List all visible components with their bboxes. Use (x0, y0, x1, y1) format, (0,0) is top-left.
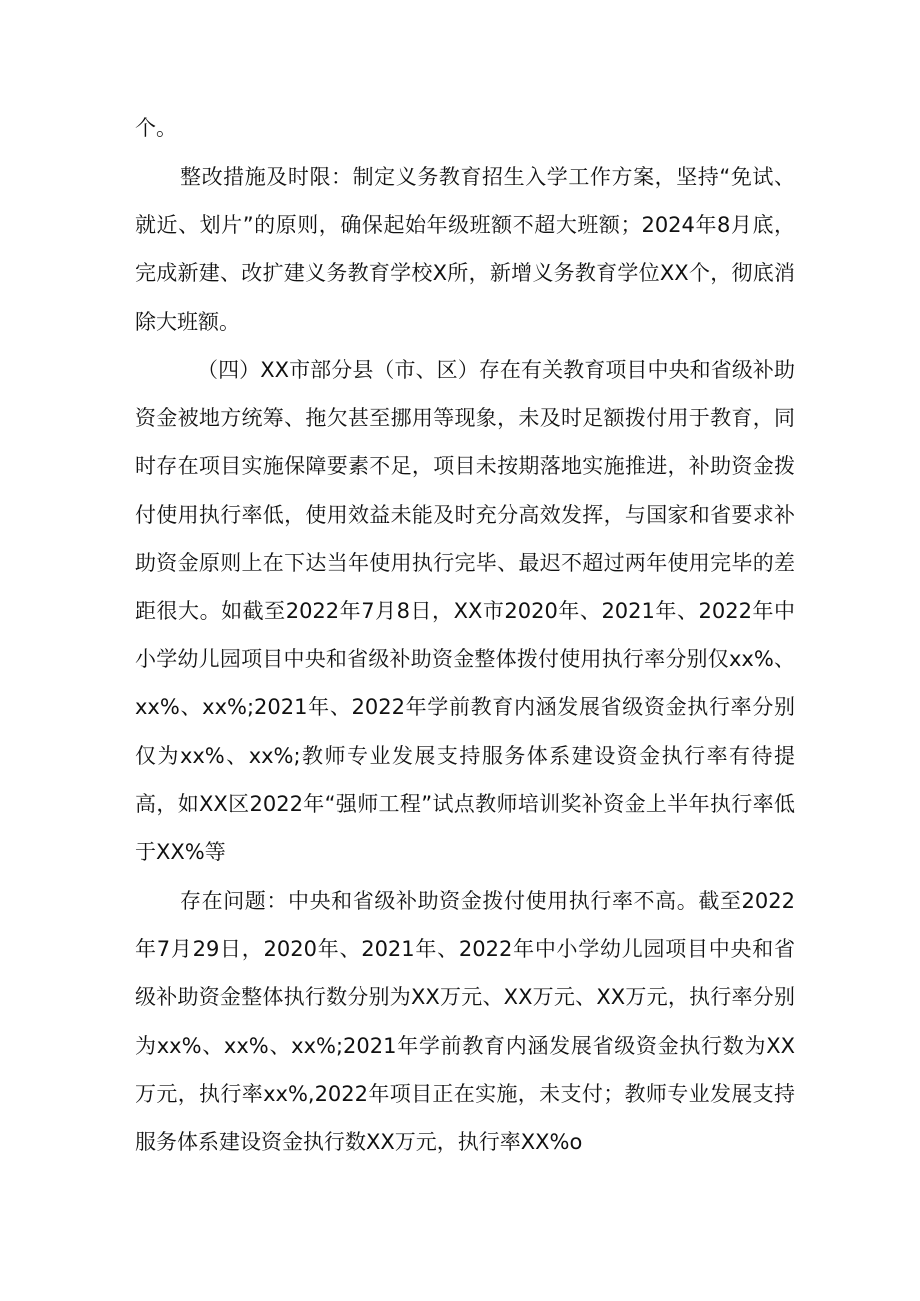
paragraph-rectification-block (135, 153, 795, 346)
problem-block (135, 877, 795, 1166)
paragraph-continuation (135, 104, 795, 152)
paragraph-4: 存在问题：中央和省级补助资金拨付使用执行率不高。截至2022年7月29日，2020年、2021年、2022年中小学幼儿园项目中央和省级补助资金整体执行数分别为XX万元、XX万元、XX万元，执行率分别为xx%、xx%、xx%;2021年学前教育内涵发展省级资金执行数为XX万元，执行率xx%,2022年项目正在实施，未支付；教师专业发展支持服务体系建设资金执行数XX万元，执行率XX%o (135, 889, 795, 1155)
section-four-block (135, 346, 795, 876)
paragraph-2: 整改措施及时限：制定义务教育招生入学工作方案，坚持“免试、就近、划片”的原则，确保起始年级班额不超大班额；2024年8月底，完成新建、改扩建义务教育学校X所，新增义务教育学位XX个，彻底消除大班额。 (135, 165, 795, 334)
paragraph-1: 个。 (135, 116, 177, 140)
paragraph-3: （四）XX市部分县（市、区）存在有关教育项目中央和省级补助资金被地方统筹、拖欠甚至挪用等现象，未及时足额拨付用于教育，同时存在项目实施保障要素不足，项目未按期落地实施推进，补助资金拨付使用执行率低，使用效益未能及时充分高效发挥，与国家和省要求补助资金原则上在下达当年使用执行完毕、最迟不超过两年使用完毕的差距很大。如截至2022年7月8日，XX市2020年、2021年、2022年中小学幼儿园项目中央和省级补助资金整体拨付使用执行率分别仅xx%、xx%、xx%;2021年、2022年学前教育内涵发展省级资金执行率分别仅为xx%、xx%;教师专业发展支持服务体系建设资金执行率有待提高，如XX区2022年“强师工程”试点教师培训奖补资金上半年执行率低于XX%等 (135, 358, 795, 865)
